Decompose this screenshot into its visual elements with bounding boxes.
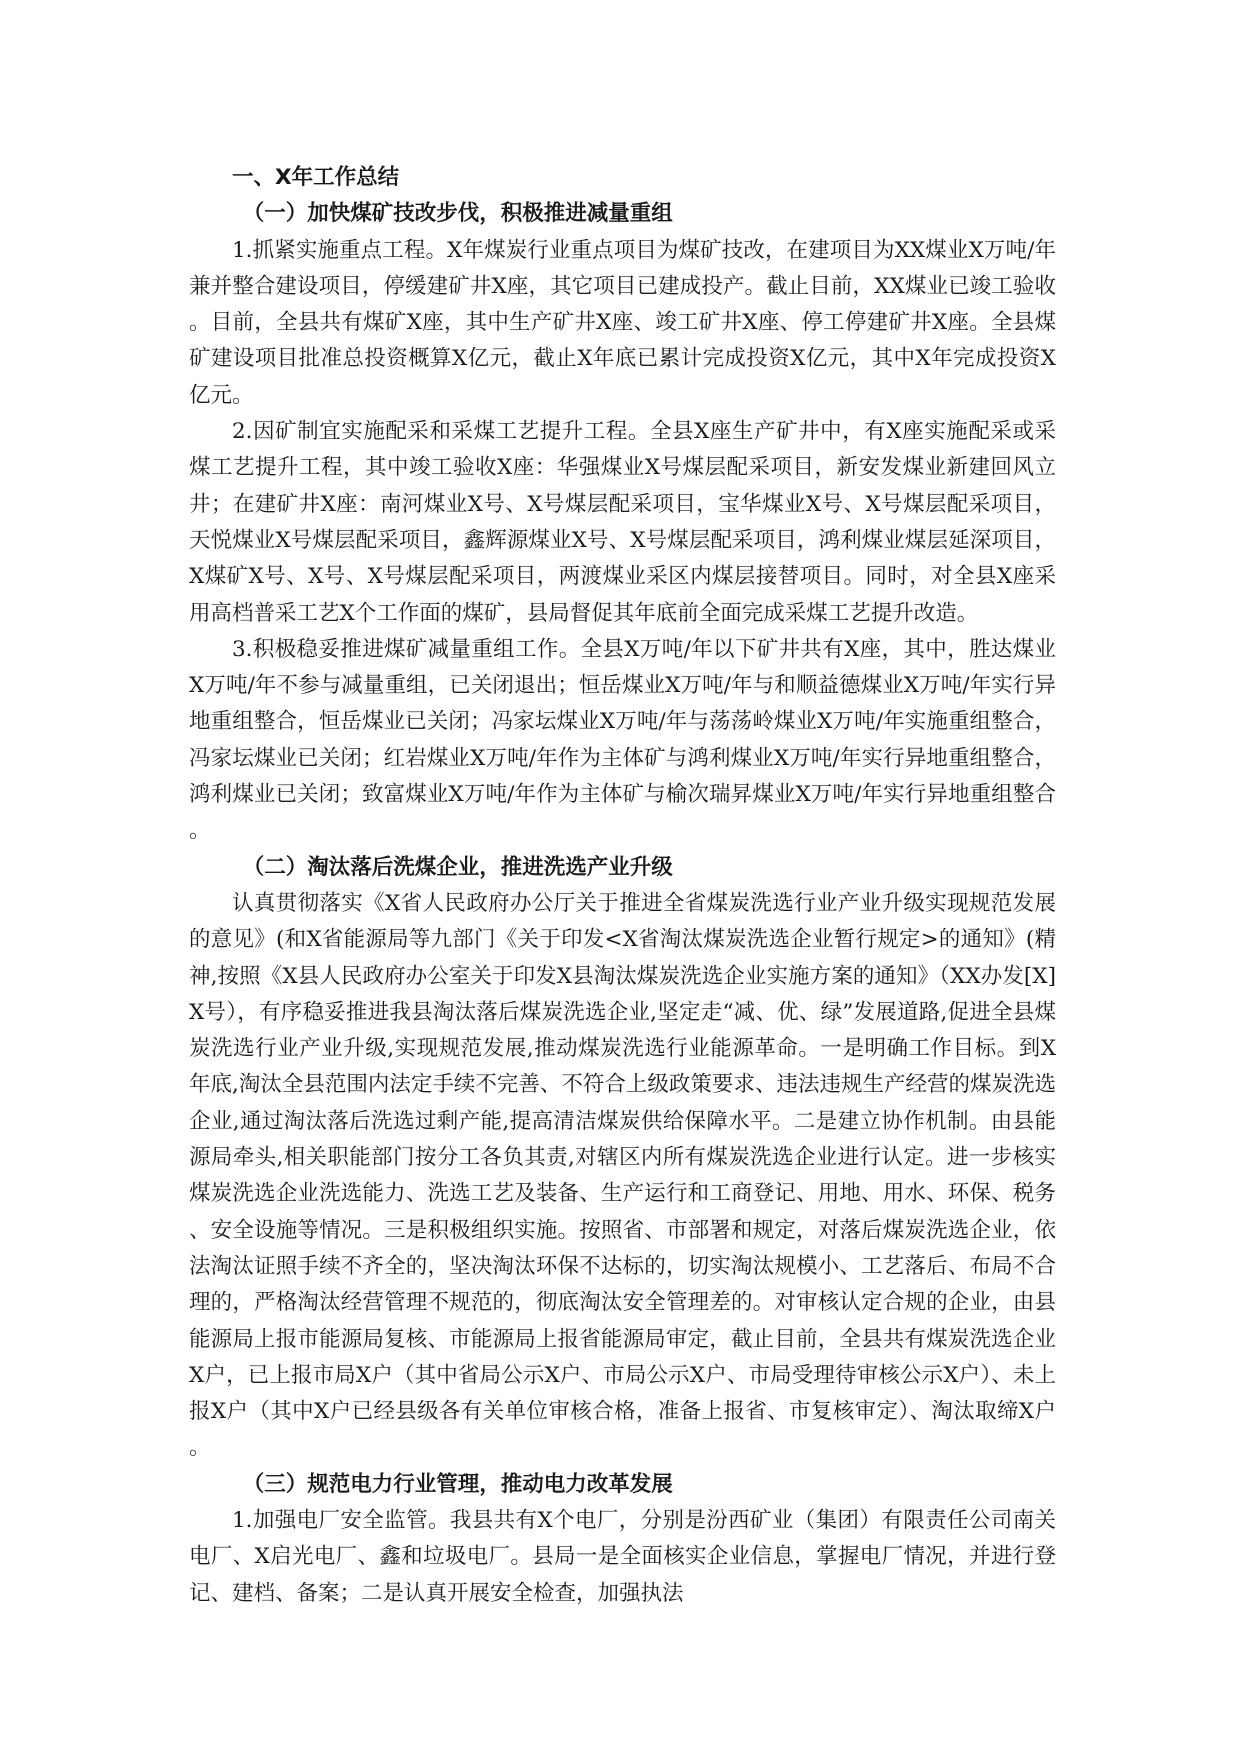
section-3-paragraph-1: 1.加强电厂安全监管。我县共有X个电厂，分别是汾西矿业（集团）有限责任公司南关电厂、X启光电厂、鑫和垃圾电厂。县局一是全面核实企业信息，掌握电厂情况，并进行登记、建档、备案；二是认真开展安全检查，加强执法 <box>189 1507 1056 1606</box>
main-heading: 一、X年工作总结 <box>232 165 400 190</box>
section-2-title: （二）淘汰落后洗煤企业，推进洗选产业升级 <box>242 854 673 880</box>
section-1-paragraph-2: 2.因矿制宜实施配采和采煤工艺提升工程。全县X座生产矿井中，有X座实施配采或采煤工艺提升工程，其中竣工验收X座：华强煤业X号煤层配采项目，新安发煤业新建回风立井；在建矿井X座：南河煤业X号、X号煤层配采项目，宝华煤业X号、X号煤层配采项目，天悦煤业X号煤层配采项目，鑫辉源煤业X号、X号煤层配采项目，鸿利煤业煤层延深项目，X煤矿X号、X号、X号煤层配采项目，两渡煤业采区内煤层接替项目。同时，对全县X座采用高档普采工艺X个工作面的煤矿，县局督促其年底前全面完成采煤工艺提升改造。 <box>189 419 1056 626</box>
section-2-paragraph-1: 认真贯彻落实《X省人民政府办公厅关于推进全省煤炭洗选行业产业升级实现规范发展的意见》(和X省能源局等九部门《关于印发<X省淘汰煤炭洗选企业暂行规定>的通知》(精神,按照《X县人民政府办公室关于印发X县淘汰煤炭洗选企业实施方案的通知》（XX办发[X]X号），有序稳妥推进我县淘汰落后煤炭洗选企业,坚定走“减、优、绿”发展道路,促进全县煤炭洗选行业产业升级,实现规范发展,推动煤炭洗选行业能源革命。一是明确工作目标。到X年底,淘汰全县范围内法定手续不完善、不符合上级政策要求、违法违规生产经营的煤炭洗选企业,通过淘汰落后洗选过剩产能,提高清洁煤炭供给保障水平。二是建立协作机制。由县能源局牵头,相关职能部门按分工各负其责,对辖区内所有煤炭洗选企业进行认定。进一步核实煤炭洗选企业洗选能力、洗选工艺及装备、生产运行和工商登记、用地、用水、环保、税务、安全设施等情况。三是积极组织实施。按照省、市部署和规定，对落后煤炭洗选企业，依法淘汰证照手续不齐全的，坚决淘汰环保不达标的，切实淘汰规模小、工艺落后、布局不合理的，严格淘汰经营管理不规范的，彻底淘汰安全管理差的。对审核认定合规的企业，由县能源局上报市能源局复核、市能源局上报省能源局审定，截止目前，全县共有煤炭洗选企业X户，已上报市局X户（其中省局公示X户、市局公示X户、市局受理待审核公示X户）、未上报X户（其中X户已经县级各有关单位审核合格，准备上报省、市复核审定）、淘汰取缔X户。 <box>189 890 1056 1461</box>
section-1-paragraph-1: 1.抓紧实施重点工程。X年煤炭行业重点项目为煤矿技改，在建项目为XX煤业X万吨/年兼并整合建设项目，停缓建矿井X座，其它项目已建成投产。截止目前，XX煤业已竣工验收。目前，全县共有煤矿X座，其中生产矿井X座、竣工矿井X座、停工停建矿井X座。全县煤矿建设项目批准总投资概算X亿元，截止X年底已累计完成投资X亿元，其中X年完成投资X亿元。 <box>189 237 1056 408</box>
document-body <box>189 160 1056 1612</box>
section-3-title: （三）规范电力行业管理，推动电力改革发展 <box>242 1471 673 1497</box>
section-1-paragraph-3: 3.积极稳妥推进煤矿减量重组工作。全县X万吨/年以下矿井共有X座，其中，胜达煤业X万吨/年不参与减量重组，已关闭退出；恒岳煤业X万吨/年与和顺益德煤业X万吨/年实行异地重组整合，恒岳煤业已关闭；冯家坛煤业X万吨/年与荡荡岭煤业X万吨/年实施重组整合，冯家坛煤业已关闭；红岩煤业X万吨/年作为主体矿与鸿利煤业X万吨/年实行异地重组整合，鸿利煤业已关闭；致富煤业X万吨/年作为主体矿与榆次瑞昇煤业X万吨/年实行异地重组整合。 <box>189 636 1056 844</box>
section-1-title: （一）加快煤矿技改步伐，积极推进减量重组 <box>242 201 673 227</box>
